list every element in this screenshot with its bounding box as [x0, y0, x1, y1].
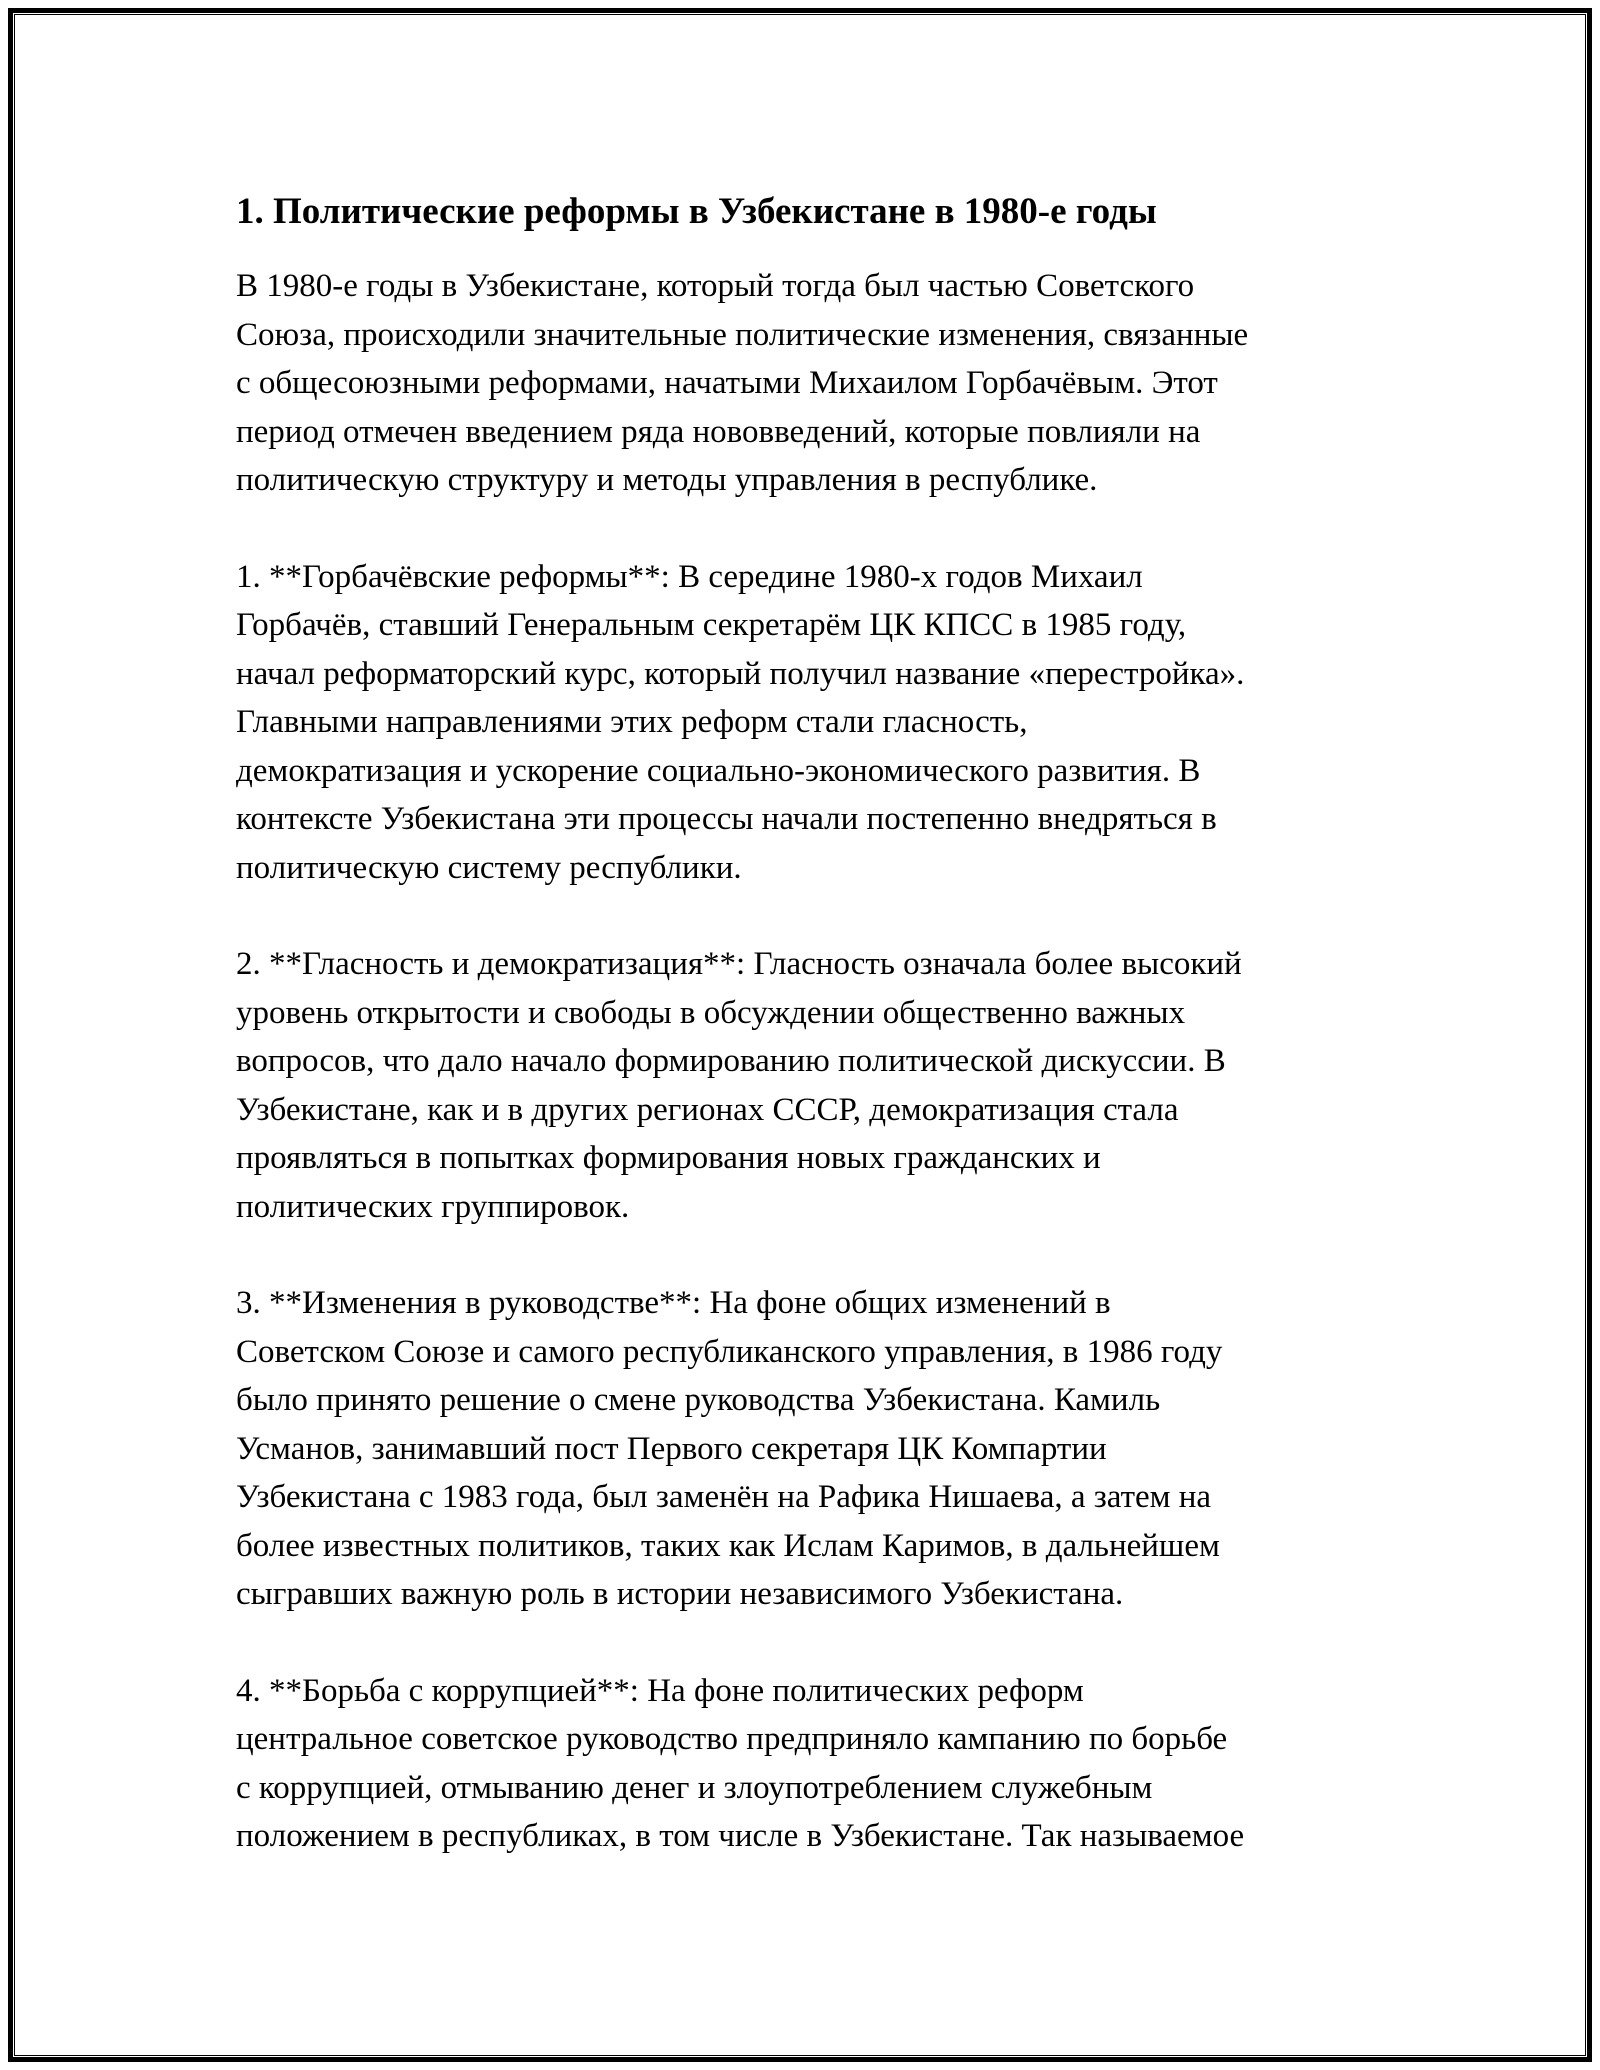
paragraph-glasnost: [236, 940, 1376, 1231]
paragraph-line: с общесоюзными реформами, начатыми Михаилом Горбачёвым. Этот: [236, 365, 1218, 401]
paragraph-line: Советском Союзе и самого республиканского управления, в 1986 году: [236, 1333, 1223, 1370]
document-body: [236, 188, 1376, 1909]
paragraph-anti-corruption: [236, 1667, 1376, 1861]
paragraph-line: политических группировок.: [236, 1188, 630, 1225]
paragraph-line: с коррупцией, отмыванию денег и злоупотреблением служебным: [236, 1769, 1153, 1806]
paragraph-line: политическую структуру и методы управления в республике.: [236, 462, 1098, 498]
paragraph-line: период отмечен введением ряда нововведений, которые повлияли на: [236, 413, 1201, 450]
paragraph-line: проявляться в попытках формирования новых гражданских и: [236, 1140, 1101, 1176]
paragraph-line: 3. **Изменения в руководстве**: На фоне общих изменений в: [236, 1285, 1111, 1321]
paragraph-line: было принято решение о смене руководства Узбекистана. Камиль: [236, 1382, 1161, 1418]
paragraph-intro: [236, 262, 1376, 505]
paragraph-line: демократизация и ускорение социально-экономического развития. В: [236, 752, 1201, 789]
paragraph-line: контексте Узбекистана эти процессы начали постепенно внедряться в: [236, 801, 1217, 837]
paragraph-line: более известных политиков, таких как Ислам Каримов, в дальнейшем: [236, 1527, 1220, 1564]
paragraph-gorbachev-reforms: [236, 553, 1376, 893]
paragraph-line: начал реформаторский курс, который получил название «перестройка».: [236, 655, 1245, 692]
paragraph-line: 1. **Горбачёвские реформы**: В середине 1980-х годов Михаил: [236, 558, 1143, 595]
paragraph-line: Союза, происходили значительные политические изменения, связанные: [236, 316, 1249, 353]
paragraph-line: уровень открытости и свободы в обсуждении общественно важных: [236, 994, 1186, 1031]
paragraph-line: сыгравших важную роль в истории независимого Узбекистана.: [236, 1576, 1124, 1612]
document-title: 1. Политические реформы в Узбекистане в 1980-е годы: [236, 191, 1157, 232]
paragraph-line: Главными направлениями этих реформ стали гласность,: [236, 704, 1028, 740]
paragraph-line: 4. **Борьба с коррупцией**: На фоне политических реформ: [236, 1672, 1084, 1709]
paragraph-line: положением в республиках, в том числе в Узбекистане. Так называемое: [236, 1818, 1245, 1854]
paragraph-line: В 1980-е годы в Узбекистане, который тогда был частью Советского: [236, 268, 1195, 304]
paragraph-line: Узбекистане, как и в других регионах СССР, демократизация стала: [236, 1091, 1179, 1128]
paragraph-line: политическую систему республики.: [236, 849, 742, 886]
paragraph-leadership-changes: [236, 1279, 1376, 1619]
paragraph-line: Узбекистана с 1983 года, был заменён на Рафика Нишаева, а затем на: [236, 1479, 1212, 1515]
paragraph-line: центральное советское руководство предприняло кампанию по борьбе: [236, 1721, 1228, 1757]
paragraph-line: вопросов, что дало начало формированию политической дискуссии. В: [236, 1043, 1226, 1079]
paragraph-line: Горбачёв, ставший Генеральным секретарём ЦК КПСС в 1985 году,: [236, 607, 1187, 643]
paragraph-line: 2. **Гласность и демократизация**: Гласность означала более высокий: [236, 946, 1242, 982]
paragraph-line: Усманов, занимавший пост Первого секретаря ЦК Компартии: [236, 1430, 1107, 1467]
